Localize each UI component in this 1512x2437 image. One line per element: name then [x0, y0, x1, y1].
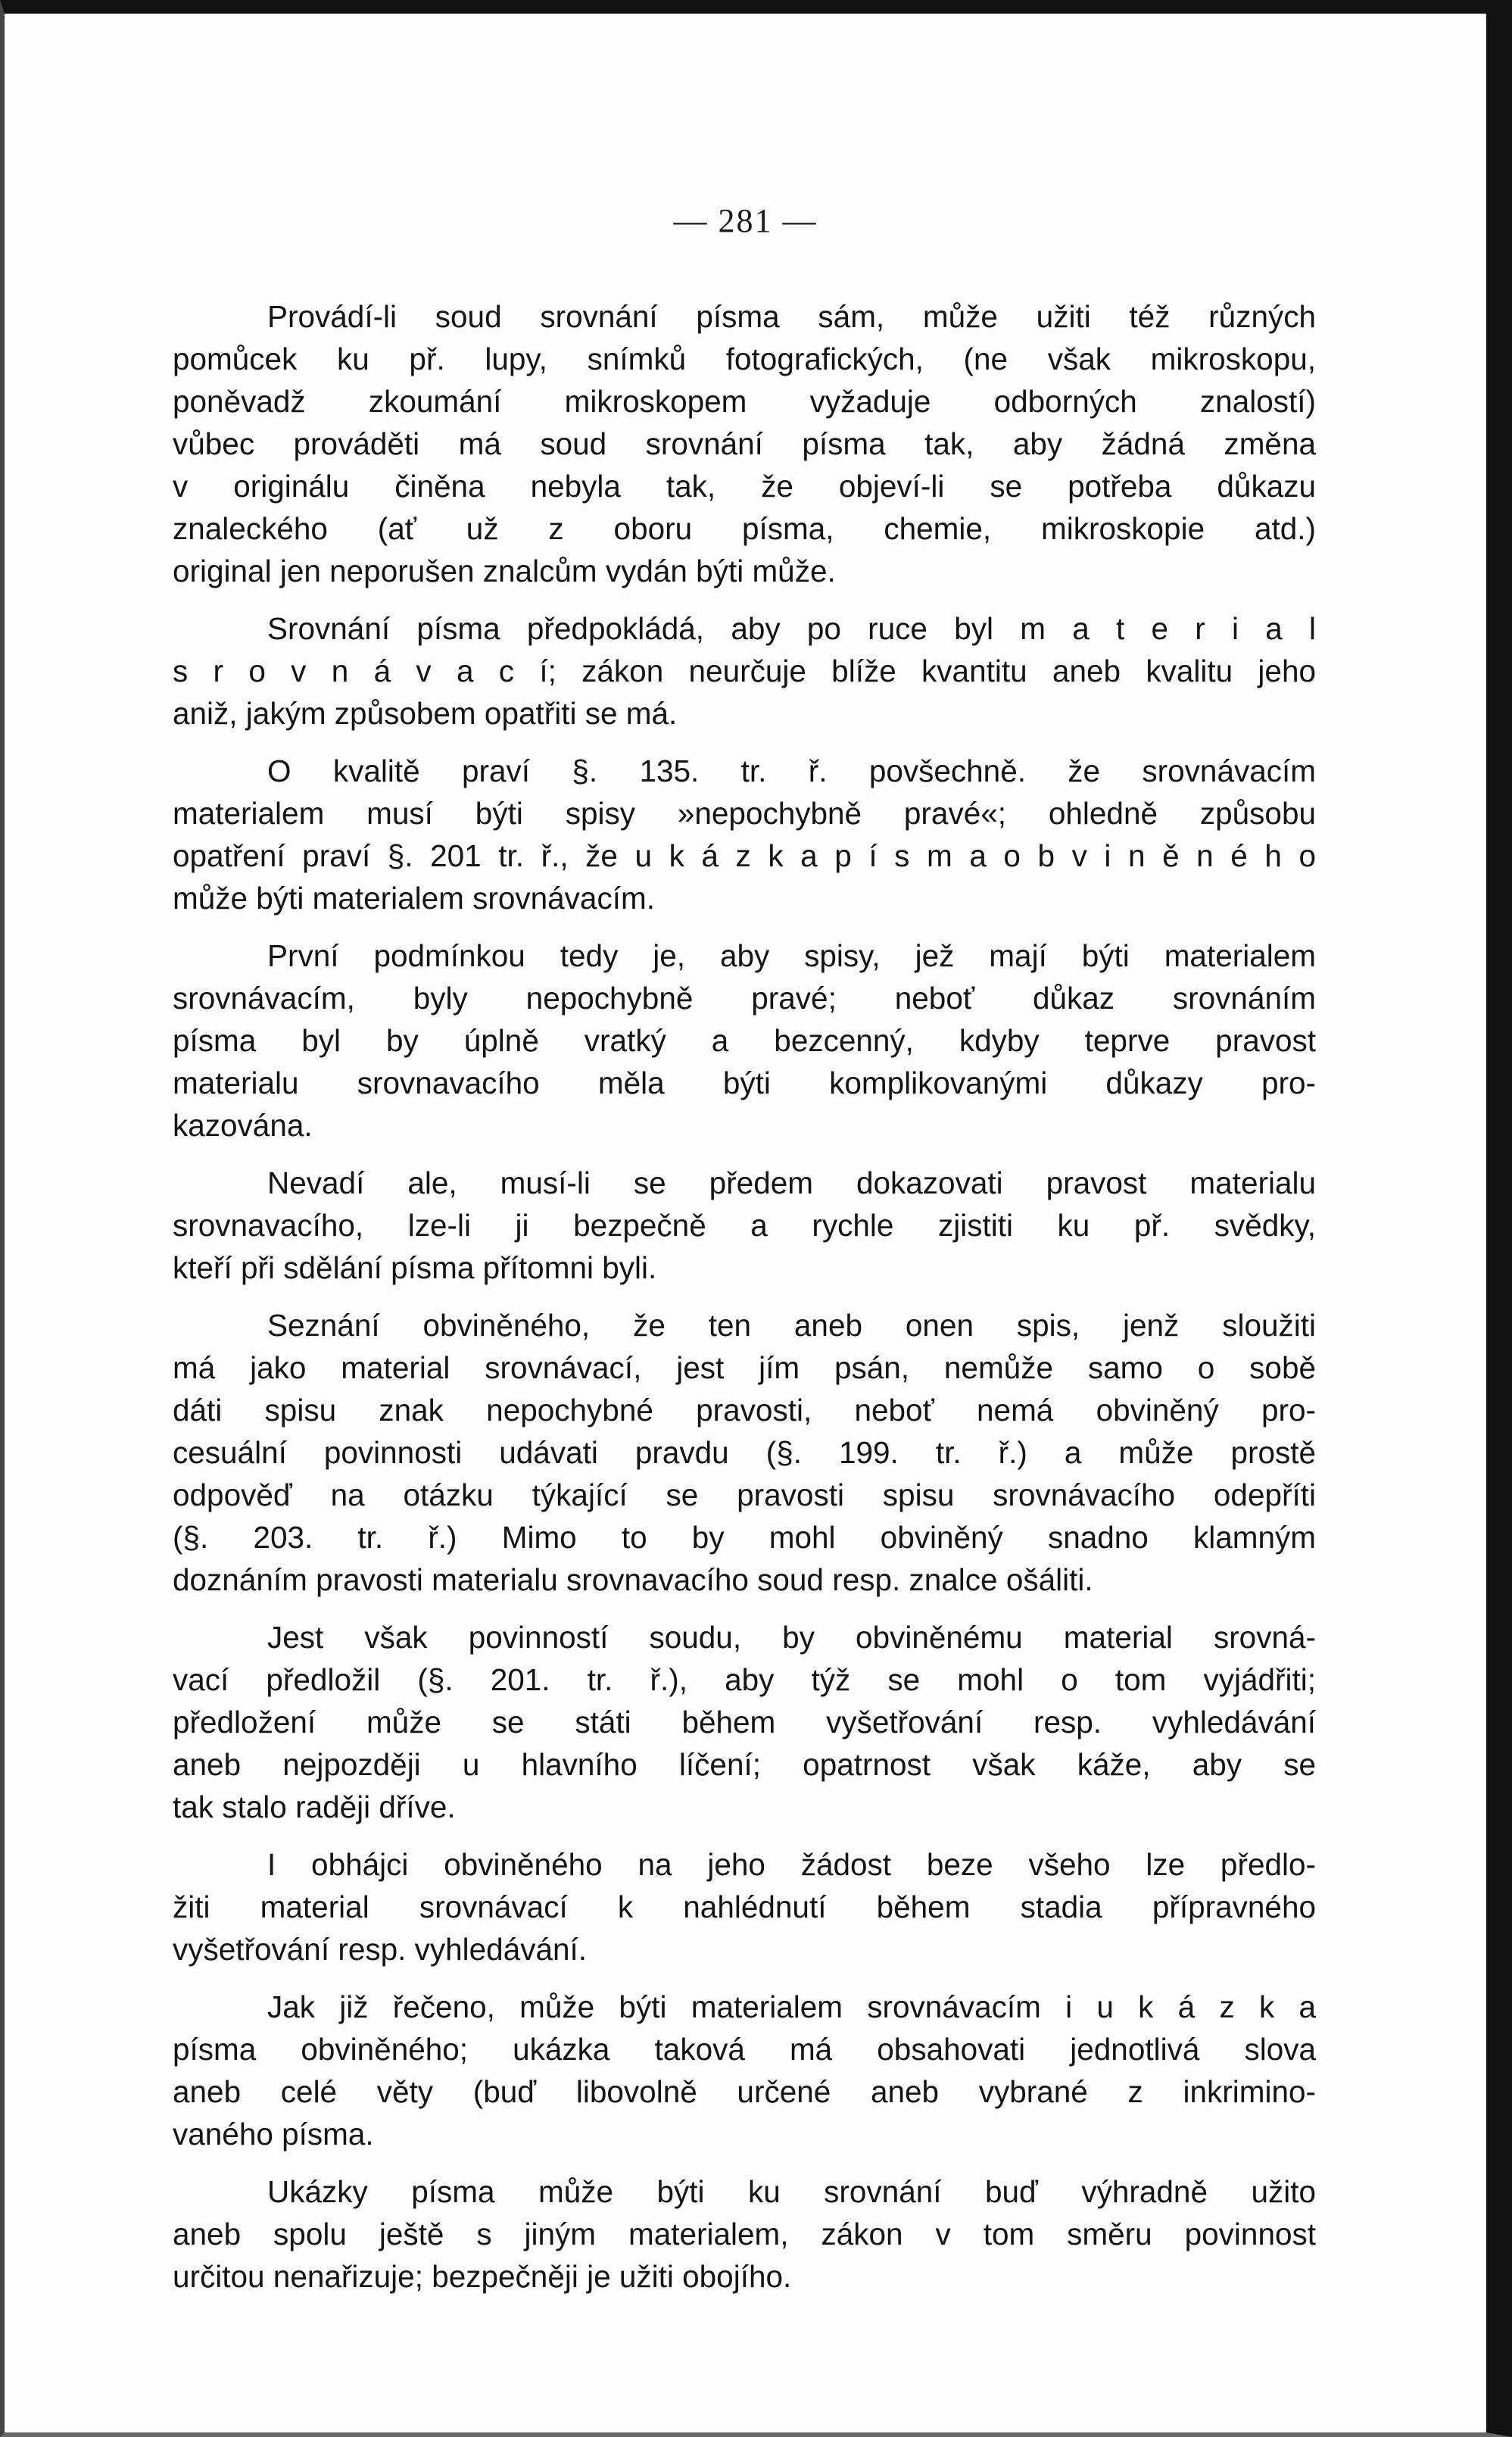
body-text: [173, 295, 1316, 2298]
paragraph-gap: [173, 1828, 1316, 1843]
paragraph: [173, 1986, 1316, 2155]
text-line: s r o v n á v a c í; zákon neurčuje blíže kvantitu aneb kvalitu jeho: [173, 654, 1316, 688]
paragraph-gap: [173, 1971, 1316, 1986]
paragraph-gap: [173, 2155, 1316, 2170]
paragraph: [173, 1304, 1316, 1601]
text-line: aneb spolu ještě s jiným materialem, zákon v tom směru povinnost: [173, 2217, 1316, 2251]
paragraph: [173, 295, 1316, 592]
text-line: vaného písma.: [173, 2117, 374, 2151]
text-line: srovnavacího, lze-li ji bezpečně a rychle zjistiti ku př. svědky,: [173, 1208, 1316, 1243]
text-line: original jen neporušen znalcům vydán býti může.: [173, 554, 836, 588]
text-line: určitou nenařizuje; bezpečněji je užiti obojího.: [173, 2259, 792, 2294]
text-line: znaleckého (ať už z oboru písma, chemie, mikroskopie atd.): [173, 511, 1316, 546]
text-line: aneb nejpozději u hlavního líčení; opatrnost však káže, aby se: [173, 1747, 1316, 1782]
text-line: cesuální povinnosti udávati pravdu (§. 199. tr. ř.) a může prostě: [173, 1435, 1316, 1470]
paragraph: [173, 935, 1316, 1147]
text-line: žiti material srovnávací k nahlédnutí během stadia přípravného: [173, 1889, 1316, 1924]
page-number: — 281 —: [673, 202, 818, 239]
text-line: Ukázky písma může býti ku srovnání buď výhradně užito: [267, 2174, 1316, 2209]
text-line: písma obviněného; ukázka taková má obsahovati jednotlivá slova: [173, 2032, 1316, 2067]
text-line: může býti materialem srovnávacím.: [173, 881, 655, 916]
text-line: (§. 203. tr. ř.) Mimo to by mohl obviněný snadno klamným: [173, 1520, 1316, 1555]
text-line: I obhájci obviněného na jeho žádost beze všeho lze předlo-: [267, 1847, 1316, 1882]
text-line: aniž, jakým způsobem opatřiti se má.: [173, 696, 678, 731]
text-line: Jak již řečeno, může býti materialem srovnávacím i u k á z k a: [267, 1989, 1316, 2024]
text-line: v originálu činěna nebyla tak, že objeví-li se potřeba důkazu: [173, 469, 1316, 504]
paragraph: [173, 1843, 1316, 1971]
text-line: Provádí-li soud srovnání písma sám, může užiti též různých: [267, 299, 1316, 334]
text-line: písma byl by úplně vratký a bezcenný, kdyby teprve pravost: [173, 1023, 1316, 1058]
paragraph: [173, 607, 1316, 735]
text-line: poněvadž zkoumání mikroskopem vyžaduje odborných znalostí): [173, 384, 1316, 419]
paragraph: [173, 2170, 1316, 2298]
text-line: srovnávacím, byly nepochybně pravé; neboť důkaz srovnáním: [173, 981, 1316, 1016]
text-line: kteří při sdělání písma přítomni byli.: [173, 1250, 657, 1285]
text-line: pomůcek ku př. lupy, snímků fotografických, (ne však mikroskopu,: [173, 342, 1316, 376]
text-line: dáti spisu znak nepochybné pravosti, neboť nemá obviněný pro-: [173, 1393, 1316, 1428]
text-line: tak stalo raději dříve.: [173, 1790, 456, 1824]
text-line: materialem musí býti spisy »nepochybně pravé«; ohledně způsobu: [173, 796, 1316, 831]
text-line: Jest však povinností soudu, by obviněnému material srovná-: [267, 1620, 1316, 1655]
text-line: vyšetřování resp. vyhledávání.: [173, 1932, 588, 1967]
text-line: kazována.: [173, 1108, 313, 1143]
paragraph-gap: [173, 1601, 1316, 1616]
paragraph-gap: [173, 592, 1316, 607]
text-line: Seznání obviněného, že ten aneb onen spis, jenž sloužiti: [267, 1308, 1316, 1343]
text-line: Nevadí ale, musí-li se předem dokazovati pravost materialu: [267, 1165, 1316, 1200]
text-line: O kvalitě praví §. 135. tr. ř. povšechně. že srovnávacím: [267, 754, 1316, 788]
paragraph: [173, 1162, 1316, 1289]
text-line: má jako material srovnávací, jest jím psán, nemůže samo o sobě: [173, 1350, 1316, 1385]
paragraph-gap: [173, 1289, 1316, 1304]
paragraph: [173, 750, 1316, 919]
text-line: První podmínkou tedy je, aby spisy, jež mají býti materialem: [267, 938, 1316, 973]
text-line: opatření praví §. 201 tr. ř., že u k á z k a p í s m a o b v i n ě n é h o: [173, 838, 1316, 873]
text-line: Srovnání písma předpokládá, aby po ruce byl m a t e r i a l: [267, 611, 1316, 646]
paragraph: [173, 1616, 1316, 1828]
text-line: předložení může se státi během vyšetřování resp. vyhledávání: [173, 1705, 1316, 1740]
paragraph-gap: [173, 1147, 1316, 1162]
text-line: aneb celé věty (buď libovolně určené aneb vybrané z inkrimino-: [173, 2074, 1316, 2109]
text-line: odpověď na otázku týkající se pravosti spisu srovnávacího odepříti: [173, 1477, 1316, 1512]
text-line: doznáním pravosti materialu srovnavacího soud resp. znalce ošáliti.: [173, 1562, 1093, 1597]
paragraph-gap: [173, 735, 1316, 750]
text-line: vací předložil (§. 201. tr. ř.), aby týž se mohl o tom vyjádřiti;: [173, 1662, 1316, 1697]
paragraph-gap: [173, 919, 1316, 935]
text-line: vůbec prováděti má soud srovnání písma tak, aby žádná změna: [173, 426, 1316, 461]
text-line: materialu srovnavacího měla býti komplikovanými důkazy pro-: [173, 1066, 1316, 1100]
